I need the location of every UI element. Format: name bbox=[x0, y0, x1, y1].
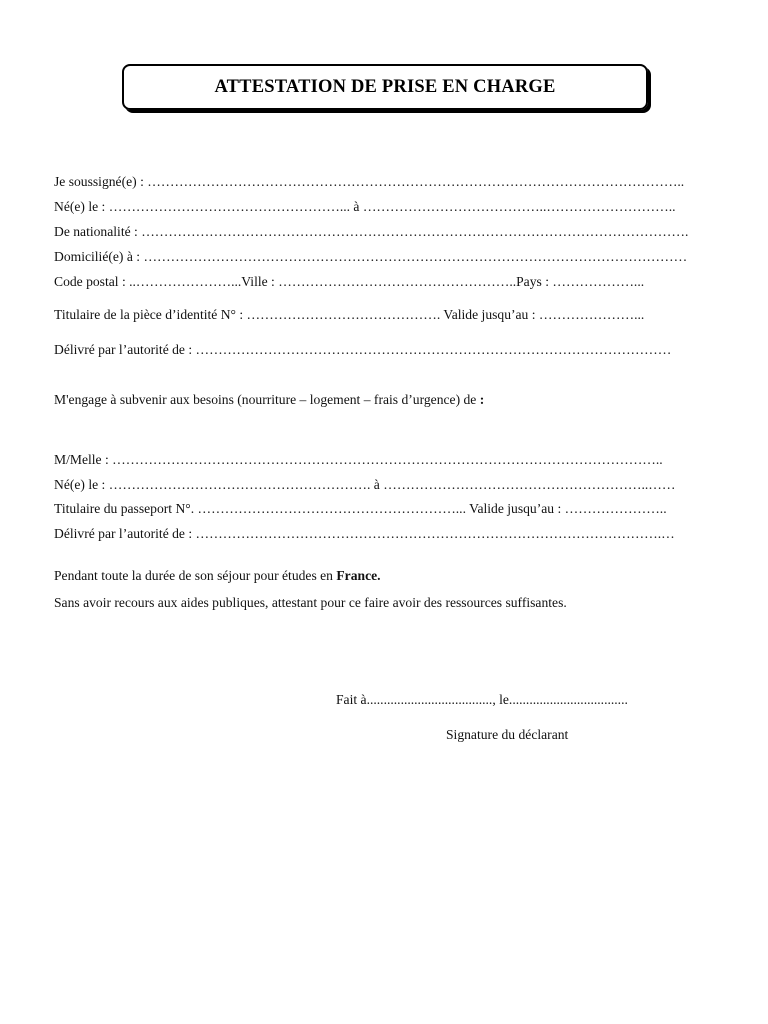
engagement-text: M'engage à subvenir aux besoins (nourriture – logement – frais d’urgence) de bbox=[54, 392, 480, 407]
field-declarant-autorite[interactable]: Délivré par l’autorité de : …………………………………………………………………………………………… bbox=[54, 342, 672, 357]
field-beneficiaire-autorite[interactable]: Délivré par l’autorité de : ………………………………………………………………………………………….… bbox=[54, 526, 675, 541]
title-box bbox=[122, 64, 648, 110]
field-beneficiaire-nom[interactable]: M/Melle : ………………………………………………………………………………………………………….. bbox=[54, 452, 663, 467]
field-domicile[interactable]: Domicilié(e) à : ………………………………………………………………………………………………………… bbox=[54, 249, 688, 264]
condition-ressources: Sans avoir recours aux aides publiques, attestant pour ce faire avoir des ressources suffisantes. bbox=[54, 595, 567, 610]
field-declarant-birth[interactable]: Né(e) le : ……………………………………………... à …………………………………..……………………….. bbox=[54, 199, 676, 214]
engagement-colon: : bbox=[479, 392, 485, 407]
duree-text: Pendant toute la durée de son séjour pour études en bbox=[54, 568, 337, 583]
field-passeport[interactable]: Titulaire du passeport N°. …………………………………………………... Valide jusqu’au : ………………….. bbox=[54, 501, 667, 516]
condition-duree bbox=[54, 568, 734, 584]
signature-label: Signature du déclarant bbox=[446, 727, 569, 742]
field-fait-a-le[interactable]: Fait à....................................., le................................... bbox=[336, 692, 628, 707]
duree-country: France. bbox=[336, 568, 381, 583]
field-nationalite[interactable]: De nationalité : …………………………………………………………………………………………………………. bbox=[54, 224, 689, 239]
field-address-postal-city-country[interactable]: Code postal : ..…………………...Ville : ……………………………………………..Pays : ………………... bbox=[54, 274, 645, 289]
document-title: ATTESTATION DE PRISE EN CHARGE bbox=[214, 76, 556, 97]
field-piece-identite[interactable]: Titulaire de la pièce d’identité N° : ……………………………………. Valide jusqu’au : …………………... bbox=[54, 307, 645, 322]
field-soussigne[interactable]: Je soussigné(e) : ……………………………………………………………………………………………………….. bbox=[54, 174, 685, 189]
field-beneficiaire-birth[interactable]: Né(e) le : …………………………………………………. à …………………………………………………..…… bbox=[54, 477, 676, 492]
engagement-statement bbox=[54, 392, 734, 408]
